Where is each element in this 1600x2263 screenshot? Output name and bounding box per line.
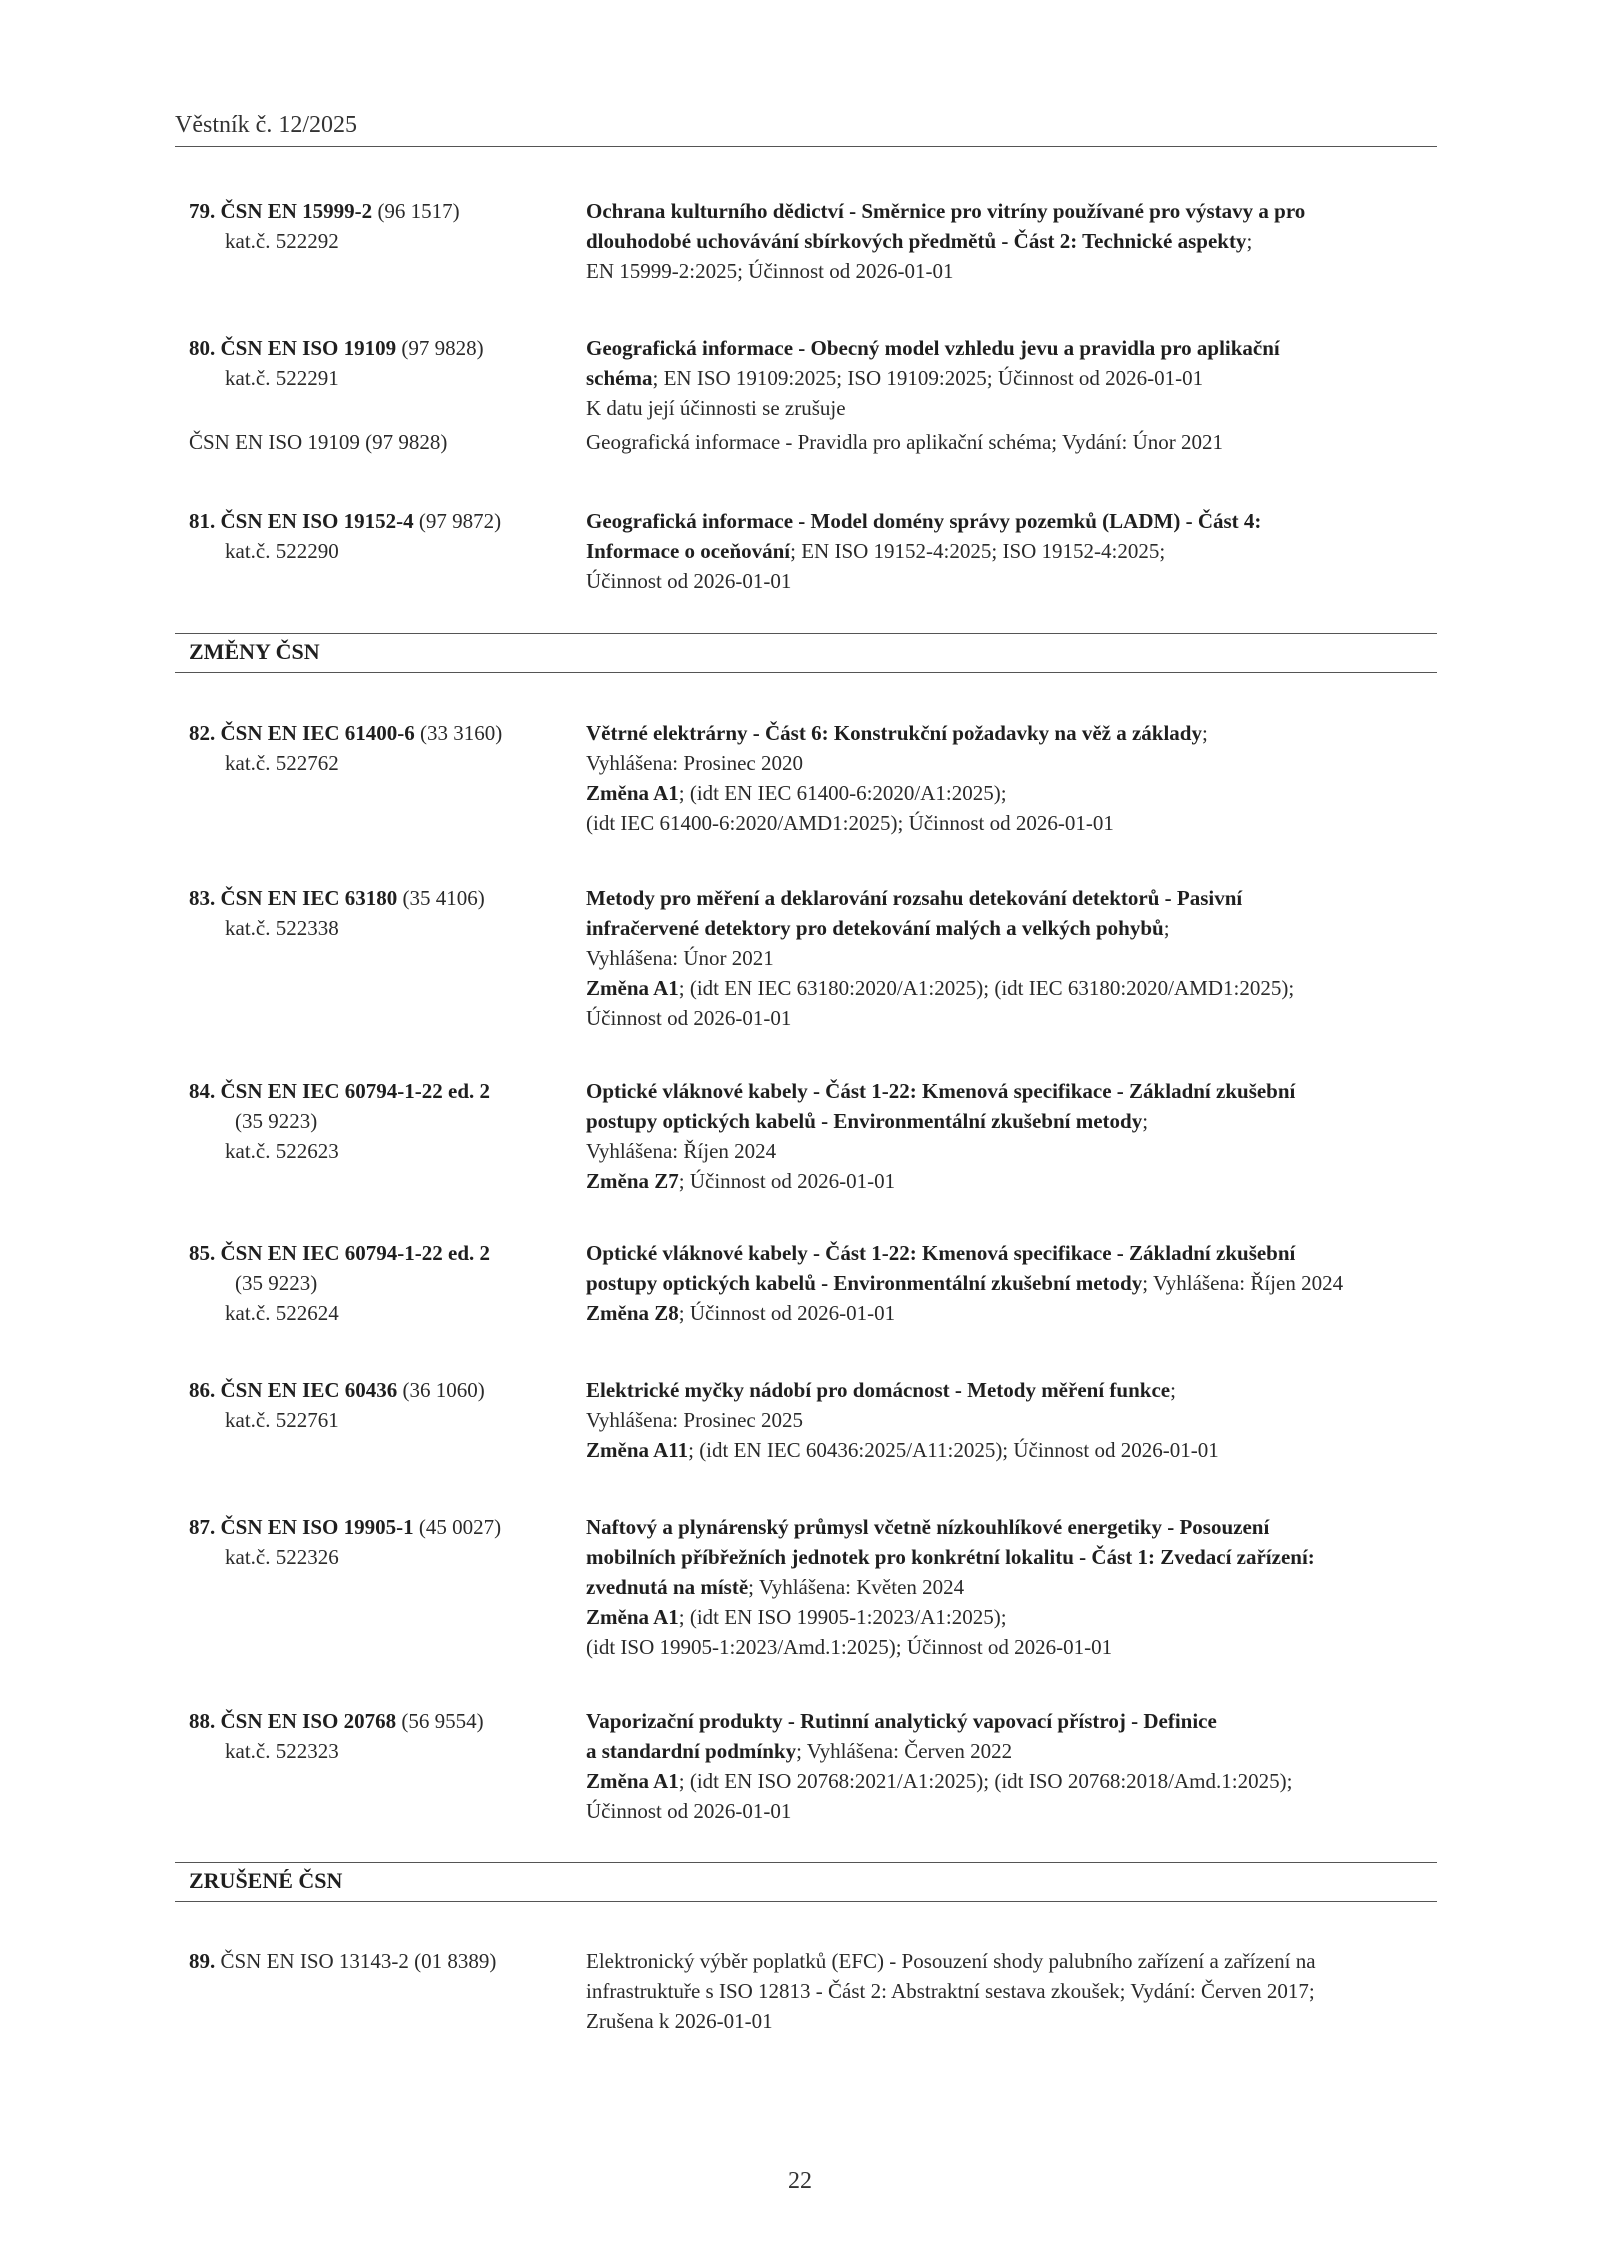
entry-designation: 89. ČSN EN ISO 13143-2 (01 8389) bbox=[189, 1949, 497, 1973]
entry-description: Elektrické myčky nádobí pro domácnost - Metody měření funkce; Vyhlášena: Prosinec 2025 Změna A11; (idt EN IEC 60436:2025/A11:2025); Účinnost od 2026-01-01 bbox=[586, 1378, 1219, 1462]
entry-description: Optické vláknové kabely - Část 1-22: Kmenová specifikace - Základní zkušební postupy optických kabelů - Environmentální zkušební metody; Vyhlášena: Říjen 2024 Změna Z8; Účinnost od 2026-01-01 bbox=[586, 1241, 1344, 1325]
entry-description: Geografická informace - Model domény správy pozemků (LADM) - Část 4: Informace o oceňování; EN ISO 19152-4:2025; ISO 19152-4:2025; Účinnost od 2026-01-01 bbox=[586, 509, 1262, 593]
page-header bbox=[175, 110, 1437, 147]
entry-designation: 86. ČSN EN IEC 60436 (36 1060) kat.č. 522761 bbox=[189, 1378, 485, 1432]
replaced-standard-desc: Geografická informace - Pravidla pro aplikační schéma; Vydání: Únor 2021 bbox=[586, 430, 1223, 454]
entry-designation: 87. ČSN EN ISO 19905-1 (45 0027) kat.č. 522326 bbox=[189, 1515, 502, 1569]
entry-description: Geografická informace - Obecný model vzhledu jevu a pravidla pro aplikační schéma; EN ISO 19109:2025; ISO 19109:2025; Účinnost od 2026-01-01 K datu její účinnosti se zrušuje bbox=[586, 336, 1280, 420]
entry-description: Větrné elektrárny - Část 6: Konstrukční požadavky na věž a základy; Vyhlášena: Prosinec 2020 Změna A1; (idt EN IEC 61400-6:2020/A1:2025); (idt IEC 61400-6:2020/AMD1:2025); Účinnost od 2026-01-01 bbox=[586, 721, 1208, 835]
entry-description: Naftový a plynárenský průmysl včetně nízkouhlíkové energetiky - Posouzení mobilních příbřežních jednotek pro konkrétní lokalitu - Část 1: Zvedací zařízení: zvednutá na místě; Vyhlášena: Květen 2024 Změna A1; (idt EN ISO 19905-1:2023/A1:2025); (idt ISO 19905-1:2023/Amd.1:2025); Účinnost od 2026-01-01 bbox=[586, 1515, 1315, 1659]
entry-designation: 80. ČSN EN ISO 19109 (97 9828) kat.č. 522291 bbox=[189, 336, 484, 390]
section-zrusene-csn bbox=[175, 1862, 1437, 1902]
entry-designation: 81. ČSN EN ISO 19152-4 (97 9872) kat.č. 522290 bbox=[189, 509, 502, 563]
section-zmeny-csn bbox=[175, 633, 1437, 673]
entry-description: Optické vláknové kabely - Část 1-22: Kmenová specifikace - Základní zkušební postupy optických kabelů - Environmentální zkušební metody; Vyhlášena: Říjen 2024 Změna Z7; Účinnost od 2026-01-01 bbox=[586, 1079, 1296, 1193]
entry-designation: 82. ČSN EN IEC 61400-6 (33 3160) kat.č. 522762 bbox=[189, 721, 503, 775]
entry-designation: 85. ČSN EN IEC 60794-1-22 ed. 2 (35 9223) kat.č. 522624 bbox=[189, 1241, 491, 1325]
entry-designation: 79. ČSN EN 15999-2 (96 1517) kat.č. 522292 bbox=[189, 199, 460, 253]
replaced-standard-code: ČSN EN ISO 19109 (97 9828) bbox=[189, 430, 448, 454]
entry-description: Elektronický výběr poplatků (EFC) - Posouzení shody palubního zařízení a zařízení na infrastruktuře s ISO 12813 - Část 2: Abstraktní sestava zkoušek; Vydání: Červen 2017; Zrušena k 2026-01-01 bbox=[586, 1949, 1316, 2033]
entry-designation: 88. ČSN EN ISO 20768 (56 9554) kat.č. 522323 bbox=[189, 1709, 484, 1763]
section-title: ZRUŠENÉ ČSN bbox=[189, 1868, 343, 1893]
entry-designation: 83. ČSN EN IEC 63180 (35 4106) kat.č. 522338 bbox=[189, 886, 485, 940]
entry-description: Vaporizační produkty - Rutinní analytický vapovací přístroj - Definice a standardní podmínky; Vyhlášena: Červen 2022 Změna A1; (idt EN ISO 20768:2021/A1:2025); (idt ISO 20768:2018/Amd.1:2025); Účinnost od 2026-01-01 bbox=[586, 1709, 1293, 1823]
entry-designation: 84. ČSN EN IEC 60794-1-22 ed. 2 (35 9223) kat.č. 522623 bbox=[189, 1079, 491, 1163]
section-title: ZMĚNY ČSN bbox=[189, 639, 320, 664]
page-number: 22 bbox=[788, 2168, 812, 2194]
entry-description: Ochrana kulturního dědictví - Směrnice pro vitríny používané pro výstavy a pro dlouhodobé uchovávání sbírkových předmětů - Část 2: Technické aspekty; EN 15999-2:2025; Účinnost od 2026-01-01 bbox=[586, 199, 1306, 283]
entry-description: Metody pro měření a deklarování rozsahu detekování detektorů - Pasivní infračervené detektory pro detekování malých a velkých pohybů; Vyhlášena: Únor 2021 Změna A1; (idt EN IEC 63180:2020/A1:2025); (idt IEC 63180:2020/AMD1:2025); Účinnost od 2026-01-01 bbox=[586, 886, 1295, 1030]
bulletin-title: Věstník č. 12/2025 bbox=[175, 112, 357, 138]
